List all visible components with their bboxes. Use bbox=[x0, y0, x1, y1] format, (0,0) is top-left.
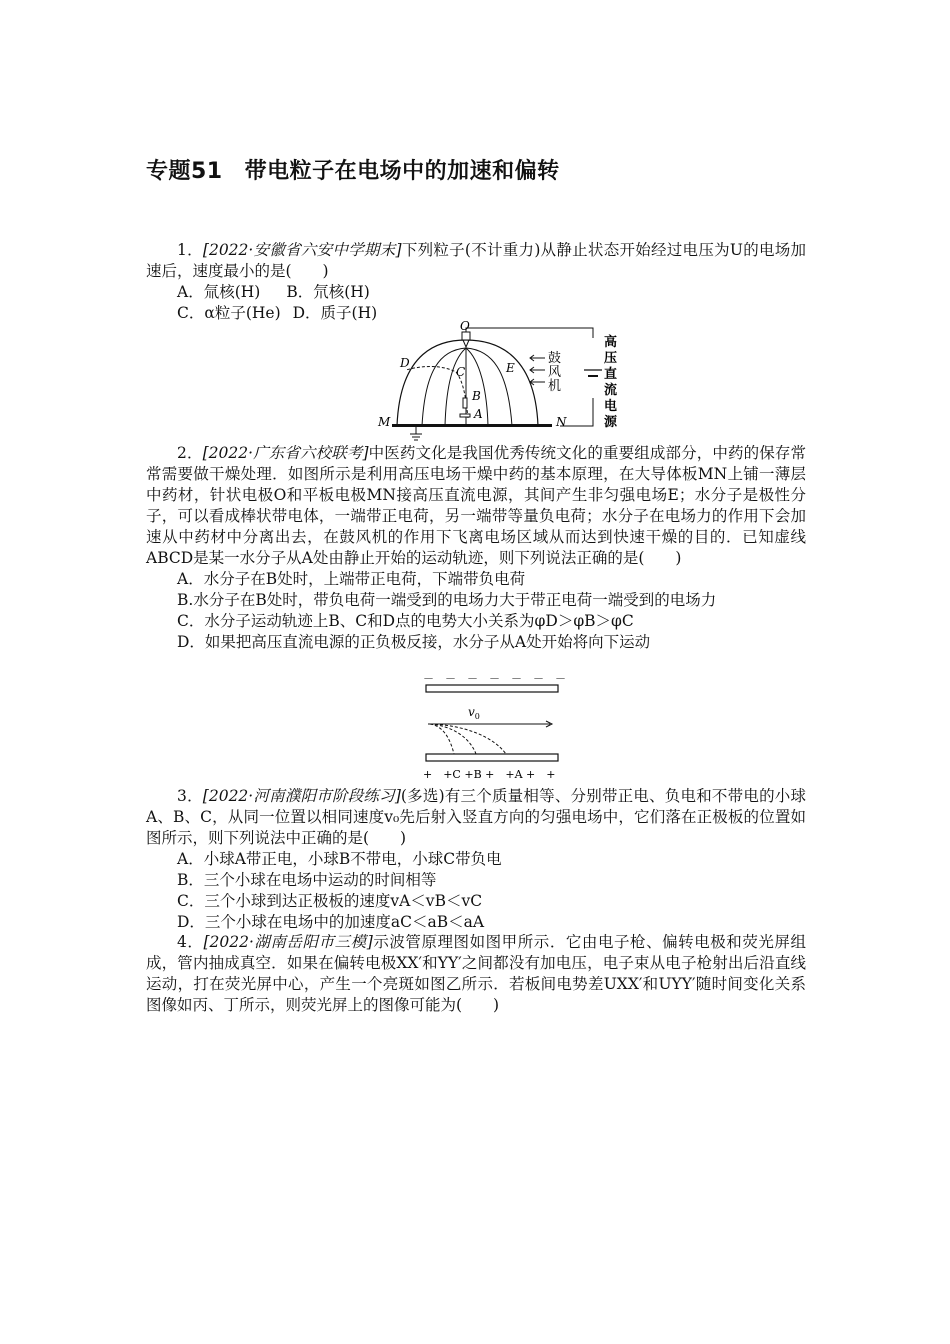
label-power-6: 源 bbox=[604, 415, 618, 430]
question-2-option-d: D．如果把高压直流电源的正负极反接，水分子从A处开始将向下运动 bbox=[177, 633, 651, 651]
label-N: N bbox=[556, 415, 567, 429]
question-1-options-cd: C．α粒子(He) D．质子(H) bbox=[177, 304, 378, 322]
question-2-option-a: A．水分子在B处时，上端带正电荷，下端带负电荷 bbox=[177, 570, 526, 588]
label-E: E bbox=[506, 361, 515, 375]
label-power-2: 压 bbox=[604, 351, 618, 366]
question-4 bbox=[146, 932, 806, 1016]
label-B: B bbox=[472, 389, 481, 403]
question-3-option-c: C．三个小球到达正极板的速度vA＜vB＜vC bbox=[177, 892, 483, 910]
label-power-4: 流 bbox=[604, 383, 618, 398]
label-A: A bbox=[474, 407, 483, 421]
label-fan-1: 鼓 bbox=[548, 351, 562, 366]
question-3 bbox=[146, 786, 806, 933]
question-2-source: [2022·广东省六校联考] bbox=[202, 444, 369, 462]
label-minus-charges: － － － － － － － bbox=[423, 672, 566, 685]
figure-parallel-plates bbox=[418, 670, 568, 785]
label-v0: $v_0$ bbox=[468, 705, 480, 721]
question-3-option-b: B．三个小球在电场中运动的时间相等 bbox=[177, 871, 437, 889]
question-3-stem: 3．[2022·河南濮阳市阶段练习](多选)有三个质量相等、分别带正电、负电和不带电的小球A、B、C，从同一位置以相同速度v₀先后射入竖直方向的匀强电场中，它们落在正极板的位置如图所示，则下列说法中正确的是( ) bbox=[146, 787, 806, 847]
question-1-options-ab: A．氚核(H) B．氘核(H) bbox=[177, 283, 370, 301]
question-3-option-d: D．三个小球在电场中的加速度aC＜aB＜aA bbox=[177, 913, 485, 931]
label-O: O bbox=[460, 320, 470, 333]
question-2-option-b: B.水分子在B处时，带负电荷一端受到的电场力大于带正电荷一端受到的电场力 bbox=[177, 591, 717, 609]
label-M: M bbox=[378, 415, 391, 429]
label-fan-3: 机 bbox=[548, 379, 562, 394]
label-power-1: 高 bbox=[604, 335, 618, 350]
label-fan-2: 风 bbox=[548, 365, 562, 380]
label-power-5: 电 bbox=[604, 399, 618, 414]
label-plus-charges: + +C +B + +A + + bbox=[423, 768, 556, 781]
label-C: C bbox=[456, 365, 466, 379]
question-1-source: [2022·安徽省六安中学期末] bbox=[202, 241, 402, 259]
question-2 bbox=[146, 443, 806, 653]
question-2-stem: 2．[2022·广东省六校联考]中医药文化是我国优秀传统文化的重要组成部分，中药的保存常常需要做干燥处理．如图所示是利用高压电场干燥中药的基本原理，在大导体板MN上铺一薄层中药材，针状电极O和平板电极MN接高压直流电源，其间产生非匀强电场E；水分子是极性分子，可以看成棒状带电体，一端带正电荷，另一端带等量负电荷；水分子在电场力的作用下会加速从中药材中分离出去，在鼓风机的作用下飞离电场区域从而达到快速干燥的目的．已知虚线ABCD是某一水分子从A处由静止开始的运动轨迹，则下列说法正确的是( ) bbox=[146, 444, 806, 567]
label-D: D bbox=[400, 356, 410, 370]
question-1-stem: 1．[2022·安徽省六安中学期末]下列粒子(不计重力)从静止状态开始经过电压为U的电场加速后，速度最小的是( ) bbox=[146, 241, 806, 280]
question-1 bbox=[146, 240, 806, 324]
question-3-source: [2022·河南濮阳市阶段练习] bbox=[202, 787, 401, 805]
question-4-source: [2022·湖南岳阳市三模] bbox=[203, 933, 373, 951]
figure-drying-apparatus bbox=[370, 320, 620, 445]
question-2-option-c: C．水分子运动轨迹上B、C和D点的电势大小关系为φD＞φB＞φC bbox=[177, 612, 634, 630]
question-4-stem: 4．[2022·湖南岳阳市三模]示波管原理图如图甲所示．它由电子枪、偏转电极和荧光屏组成，管内抽成真空．如果在偏转电极XX′和YY′之间都没有加电压，电子束从电子枪射出后沿直线运动，打在荧光屏中心，产生一个亮斑如图乙所示．若板间电势差UXX′和UYY′随时间变化关系图像如丙、丁所示，则荧光屏上的图像可能为( ) bbox=[146, 933, 806, 1014]
page-title: 专题51 带电粒子在电场中的加速和偏转 bbox=[146, 159, 560, 184]
label-power-3: 直 bbox=[604, 367, 618, 382]
question-3-option-a: A．小球A带正电，小球B不带电，小球C带负电 bbox=[177, 850, 502, 868]
